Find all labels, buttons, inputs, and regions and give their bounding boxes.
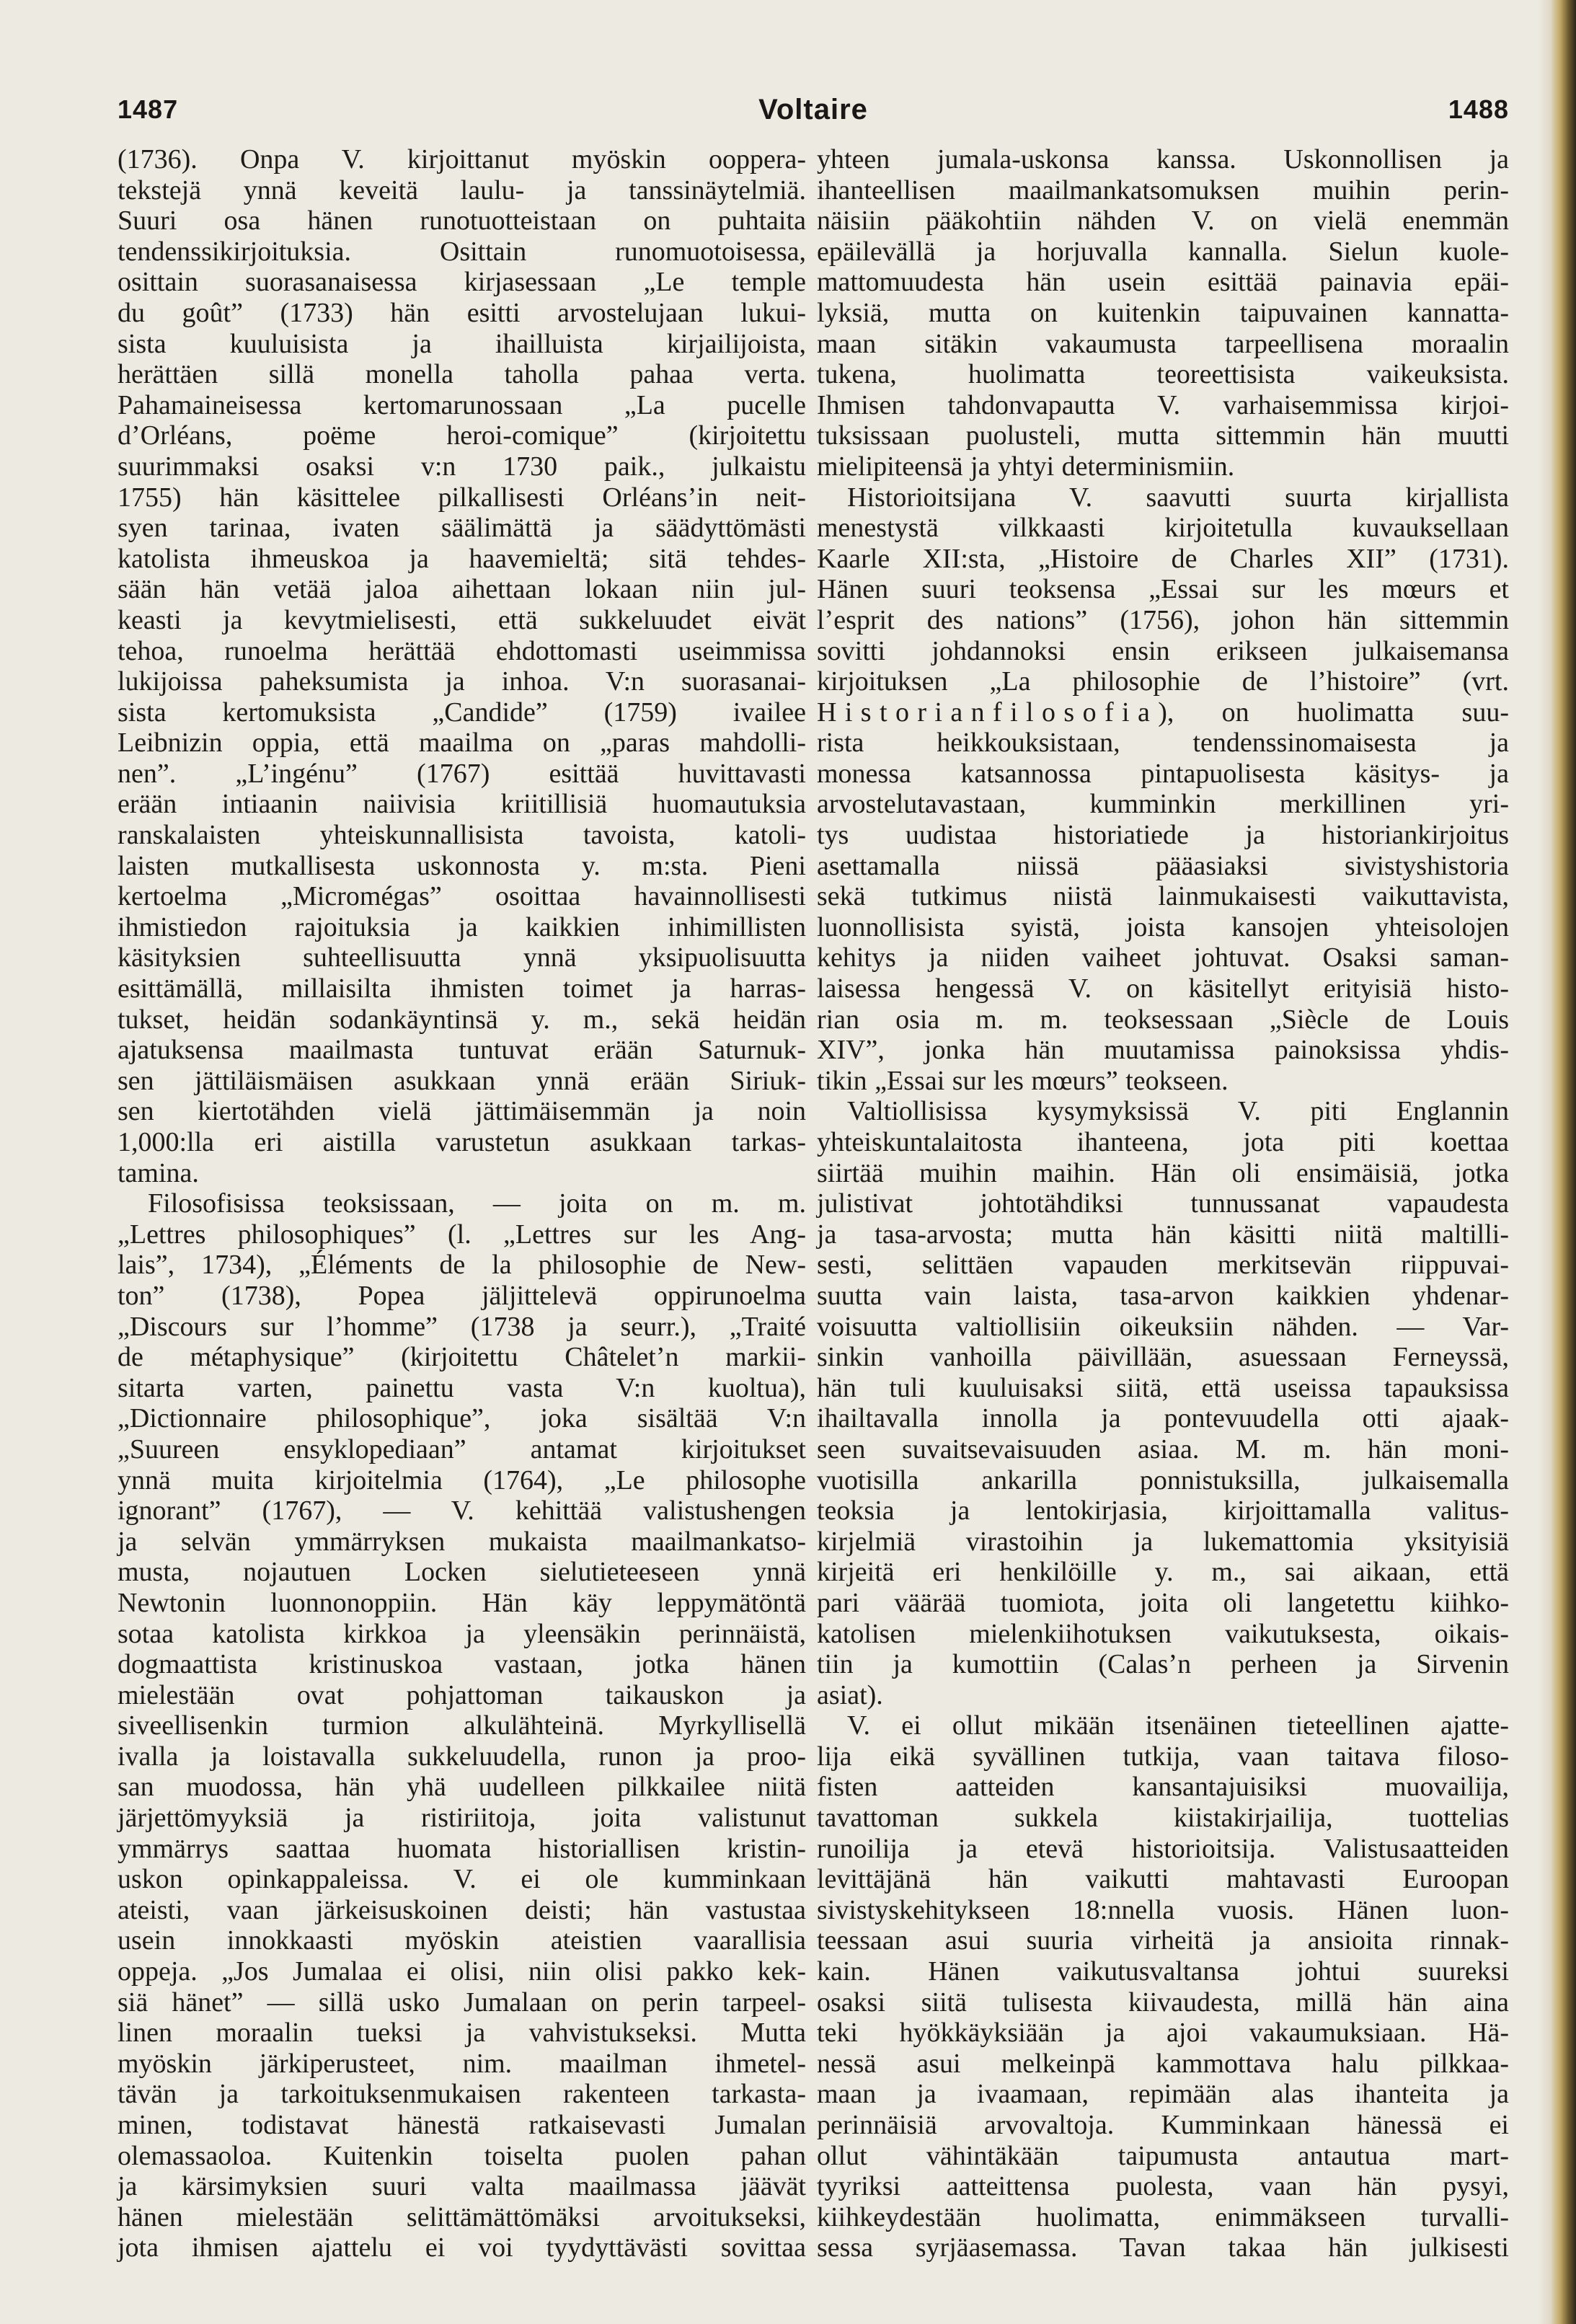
text-line: de métaphysique” (kirjoitettu Châtelet’n markii-	[118, 1342, 806, 1373]
text-line: kain. Hänen vaikutusvaltansa johtui suureksi	[817, 1956, 1509, 1987]
text-line: lija eikä syvällinen tutkija, vaan taitava filoso-	[817, 1741, 1509, 1772]
text-line: epäilevällä ja horjuvalla kannalla. Sielun kuole-	[817, 236, 1509, 267]
text-line: ignorant” (1767), — V. kehittää valistushengen	[118, 1495, 806, 1526]
text-line: esittämällä, millaisilta ihmisten toimet ja harras-	[118, 973, 806, 1004]
text-line: Ihmisen tahdonvapautta V. varhaisemmissa kirjoi-	[817, 389, 1509, 420]
text-line: Leibnizin oppia, että maailma on „paras mahdolli-	[118, 728, 806, 759]
text-line: ihailtavalla innolla ja pontevuudella otti ajaak-	[817, 1403, 1509, 1434]
text-line: linen moraalin tueksi ja vahvistukseksi. Mutta	[118, 2018, 806, 2049]
text-line: oppeja. „Jos Jumalaa ei olisi, niin olisi pakko kek-	[118, 1956, 806, 1987]
text-column-left	[118, 144, 806, 2263]
text-line: 1,000:lla eri aistilla varustetun asukkaan tarkas-	[118, 1127, 806, 1157]
text-line: siirtää muihin maihin. Hän oli ensimäisiä, jotka	[817, 1157, 1509, 1188]
text-line: lais”, 1734), „Éléments de la philosophie de New-	[118, 1250, 806, 1281]
text-line: erään intiaanin naiivisia kriitillisiä huomautuksia	[118, 789, 806, 820]
text-line: sessa syrjäasemassa. Tavan takaa hän julkisesti	[817, 2232, 1509, 2263]
text-line	[817, 697, 1509, 728]
text-line: perinnäisiä arvovaltoja. Kumminkaan hänessä ei	[817, 2110, 1509, 2140]
text-segment: ), on huolimatta suu-	[1158, 697, 1509, 728]
text-line: sitarta varten, painettu vasta V:n kuoltua),	[118, 1372, 806, 1403]
text-line: musta, nojautuen Locken sielutieteeseen ynnä	[118, 1557, 806, 1588]
text-line: Historioitsijana V. saavutti suurta kirjallista	[847, 482, 1509, 513]
article-title: Voltaire	[758, 93, 868, 125]
text-line: Kaarle XII:sta, „Histoire de Charles XII” (1731).	[817, 543, 1509, 574]
text-line: sen jättiläismäisen asukkaan ynnä erään Siriuk-	[118, 1065, 806, 1096]
text-line: tamina.	[118, 1157, 199, 1188]
text-line: sovitti johdannoksi ensin erikseen julkaisemansa	[817, 635, 1509, 666]
text-line: voisuutta valtiollisiin oikeuksiin nähden. — Var-	[817, 1311, 1509, 1342]
text-line: nessä asui melkeinpä kammottava halu pilkkaa-	[817, 2048, 1509, 2079]
text-line: jota ihmisen ajattelu ei voi tyydyttävästi sovittaa	[118, 2232, 806, 2263]
text-line: (1736). Onpa V. kirjoittanut myöskin ooppera-	[118, 144, 806, 174]
text-line: herättäen sillä monella taholla pahaa verta.	[118, 359, 806, 390]
text-line: „Lettres philosophiques” (l. „Lettres sur les Ang-	[118, 1219, 806, 1250]
text-line: ateisti, vaan järkeisuskoinen deisti; hän vastustaa	[118, 1894, 806, 1925]
text-line: sinkin vanhoilla päivillään, asuessaan Ferneyssä,	[817, 1342, 1509, 1373]
text-line: tekstejä ynnä keveitä laulu- ja tanssinäytelmiä.	[118, 174, 806, 206]
text-line: siveellisenkin turmion alkulähteinä. Myrkyllisellä	[118, 1710, 806, 1741]
page-number-left: 1487	[118, 94, 179, 124]
page-header	[118, 91, 1509, 128]
text-line: Suuri osa hänen runotuotteistaan on puhtaita	[118, 206, 806, 237]
text-line: ajatuksensa maailmasta tuntuvat erään Saturnuk-	[118, 1035, 806, 1066]
page-edge	[1551, 0, 1576, 2324]
text-line: sesti, selittäen vapauden merkitsevän riippuvai-	[817, 1250, 1509, 1281]
text-line: rista heikkouksistaan, tendenssinomaisesta ja	[817, 728, 1509, 759]
text-line: ivalla ja loistavalla sukkeluudella, runon ja proo-	[118, 1741, 806, 1772]
text-line: järjettömyyksiä ja ristiriitoja, joita valistunut	[118, 1803, 806, 1834]
text-line: näisiin pääkohtiin nähden V. on vielä enemmän	[817, 206, 1509, 237]
emphasized-term: Historianfilosofia	[817, 697, 1159, 728]
text-line: kirjoituksen „La philosophie de l’histoire” (vrt.	[817, 666, 1509, 697]
text-line: ton” (1738), Popea jäljittelevä oppirunoelma	[118, 1280, 806, 1311]
text-line: nen”. „L’ingénu” (1767) esittää huvittavasti	[118, 758, 806, 789]
text-line: usein innokkaasti myöskin ateistien vaarallisia	[118, 1925, 806, 1956]
text-line: luonnollisista syistä, joista kansojen yhteisolojen	[817, 911, 1509, 942]
text-line: mattomuudesta hän usein esittää painavia epäi-	[817, 267, 1509, 298]
text-line: asiat).	[817, 1679, 883, 1710]
text-line: yhteiskuntalaitosta ihanteena, jota piti koettaa	[817, 1127, 1509, 1157]
text-line: keasti ja kevytmielisesti, että sukkeluudet eivät	[118, 604, 806, 635]
text-line: kirjeitä eri henkilöille y. m., sai aikaan, että	[817, 1557, 1509, 1588]
text-line: tuksissaan puolusteli, mutta sittemmin hän muutti	[817, 420, 1509, 451]
text-line: maan sitäkin vakaumusta tarpeellisena moraalin	[817, 328, 1509, 359]
text-line: sekä tutkimus niistä lainmukaisesti vaikuttavista,	[817, 881, 1509, 912]
text-line: „Dictionnaire philosophique”, joka sisältää V:n	[118, 1403, 806, 1434]
paragraph	[817, 1096, 1509, 1710]
text-line: Filosofisissa teoksissaan, — joita on m. m.	[148, 1188, 806, 1219]
text-line: kertoelma „Micromégas” osoittaa havainnollisesti	[118, 881, 806, 912]
text-line: kehitys ja niiden vaiheet johtuvat. Osaksi saman-	[817, 942, 1509, 973]
text-line: laisessa hengessä V. on käsitellyt erityisiä histo-	[817, 973, 1509, 1004]
text-line: menestystä vilkkaasti kirjoitetulla kuvauksellaan	[817, 513, 1509, 544]
page-number-right: 1488	[1448, 94, 1509, 124]
text-line: tukset, heidän sodankäyntinsä y. m., sekä heidän	[118, 1004, 806, 1035]
text-line: teki hyökkäyksiään ja ajoi vakaumuksiaan. Hä-	[817, 2018, 1509, 2049]
text-line: tavattoman sukkela kiistakirjailija, tuottelias	[817, 1803, 1509, 1834]
text-line: Valtiollisissa kysymyksissä V. piti Englannin	[847, 1096, 1509, 1127]
text-line: osaksi siitä tulisesta kiivaudesta, millä hän aina	[817, 1987, 1509, 2018]
text-line: kiihkeydestään huolimatta, enimmäkseen turvalli-	[817, 2201, 1509, 2232]
text-line: ihanteellisen maailmankatsomuksen muihin perin-	[817, 174, 1509, 206]
text-line: minen, todistavat hänestä ratkaisevasti Jumalan	[118, 2110, 806, 2140]
text-line: olemassaoloa. Kuitenkin toiselta puolen pahan	[118, 2140, 806, 2171]
text-line: tävän ja tarkoituksenmukaisen rakenteen tarkasta-	[118, 2079, 806, 2110]
text-line: „Discours sur l’homme” (1738 ja seurr.), „Traité	[118, 1311, 806, 1342]
text-line: tukena, huolimatta teoreettisista vaikeuksista.	[817, 359, 1509, 390]
text-line: hänen mielestään selittämättömäksi arvoitukseksi,	[118, 2201, 806, 2232]
page-edge-shadow	[1539, 0, 1551, 2324]
text-line: tys uudistaa historiatiede ja historiankirjoitus	[817, 820, 1509, 851]
text-line: seen suvaitsevaisuuden asiaa. M. m. hän moni-	[817, 1433, 1509, 1464]
paragraph	[118, 144, 806, 1188]
text-line: teoksia ja lentokirjasia, kirjoittamalla valitus-	[817, 1495, 1509, 1526]
text-line: san muodossa, hän yhä uudelleen pilkkailee niitä	[118, 1772, 806, 1803]
text-line: tehoa, runoelma herättää ehdottomasti useimmissa	[118, 635, 806, 666]
text-line: d’Orléans, poëme heroi-comique” (kirjoitettu	[118, 420, 806, 451]
text-line: julistivat johtotähdiksi tunnussanat vapaudesta	[817, 1188, 1509, 1219]
text-line: syen tarinaa, ivaten säälimättä ja säädyttömästi	[118, 513, 806, 544]
text-line: runoilija ja etevä historioitsija. Valistusaatteiden	[817, 1833, 1509, 1864]
paragraph	[817, 1710, 1509, 2263]
text-line: du goût” (1733) hän esitti arvostelujaan lukui-	[118, 297, 806, 328]
text-line: lyksiä, mutta on kuitenkin taipuvainen kannatta-	[817, 297, 1509, 328]
text-line: yhteen jumala-uskonsa kanssa. Uskonnollisen ja	[817, 144, 1509, 174]
text-line: suurimmaksi osaksi v:n 1730 paik., julkaistu	[118, 451, 806, 482]
text-line: mielipiteensä ja yhtyi determinismiin.	[817, 451, 1235, 482]
text-line: XIV”, jonka hän muutamissa painoksissa yhdis-	[817, 1035, 1509, 1066]
text-line: sen kiertotähden vielä jättimäisemmän ja noin	[118, 1096, 806, 1127]
text-line: asettamalla niissä pääasiaksi sivistyshistoria	[817, 850, 1509, 881]
text-line: myöskin järkiperusteet, nim. maailman ihmetel-	[118, 2048, 806, 2079]
text-line: hän tuli kuuluisaksi siitä, että useissa tapauksissa	[817, 1372, 1509, 1403]
text-line: sään hän vetää jaloa aihettaan lokaan niin jul-	[118, 574, 806, 605]
text-line: katolisen mielenkiihotuksen vaikutuksesta, oikais-	[817, 1618, 1509, 1649]
text-line: sivistyskehitykseen 18:nnella vuosis. Hänen luon-	[817, 1894, 1509, 1925]
text-line: Pahamaineisessa kertomarunossaan „La pucelle	[118, 389, 806, 420]
text-line: ja kärsimyksien suuri valta maailmassa jäävät	[118, 2171, 806, 2202]
text-line: teessaan asui suuria virheitä ja ansioita rinnak-	[817, 1925, 1509, 1956]
text-line: monessa katsannossa pintapuolisesta käsitys- ja	[817, 758, 1509, 789]
text-line: ja tasa-arvosta; mutta hän käsitti niitä maltilli-	[817, 1219, 1509, 1250]
text-line: „Suureen ensyklopediaan” antamat kirjoitukset	[118, 1433, 806, 1464]
text-line: l’esprit des nations” (1756), johon hän sittemmin	[817, 604, 1509, 635]
text-line: katolista ihmeuskoa ja haavemieltä; sitä tehdes-	[118, 543, 806, 574]
text-line: ollut vähintäkään taipumusta antautua mart-	[817, 2140, 1509, 2171]
text-line: ynnä muita kirjoitelmia (1764), „Le philosophe	[118, 1464, 806, 1495]
text-line: sista kuuluisista ja ihailluista kirjailijoista,	[118, 328, 806, 359]
text-line: sista kertomuksista „Candide” (1759) ivailee	[118, 697, 806, 728]
text-line: uskon opinkappaleissa. V. ei ole kumminkaan	[118, 1864, 806, 1895]
text-line: tyyriksi aatteittensa puolesta, vaan hän pysyi,	[817, 2171, 1509, 2202]
text-column-right	[817, 144, 1509, 2263]
text-line: Newtonin luonnonoppiin. Hän käy leppymätöntä	[118, 1587, 806, 1618]
text-line: dogmaattista kristinuskoa vastaan, jotka hänen	[118, 1649, 806, 1680]
text-line: ja selvän ymmärryksen mukaista maailmankatso-	[118, 1526, 806, 1557]
text-line: ihmistiedon rajoituksia ja kaikkien inhimillisten	[118, 911, 806, 942]
text-line: pari väärää tuomiota, joita oli langetettu kiihko-	[817, 1587, 1509, 1618]
text-line: V. ei ollut mikään itsenäinen tieteellinen ajatte-	[847, 1710, 1509, 1741]
text-line: kirjelmiä virastoihin ja lukemattomia yksityisiä	[817, 1526, 1509, 1557]
text-line: laisten mutkallisesta uskonnosta y. m:sta. Pieni	[118, 850, 806, 881]
text-line: rian osia m. m. teoksessaan „Siècle de Louis	[817, 1004, 1509, 1035]
paragraph	[817, 144, 1509, 482]
text-line: arvostelutavastaan, kumminkin merkillinen yri-	[817, 789, 1509, 820]
text-line: suutta vain laista, tasa-arvon kaikkien yhdenar-	[817, 1280, 1509, 1311]
text-line: levittäjänä hän vaikutti mahtavasti Euroopan	[817, 1864, 1509, 1895]
text-line: lukijoissa paheksumista ja inhoa. V:n suorasanai-	[118, 666, 806, 697]
text-line: sotaa katolista kirkkoa ja yleensäkin perinnäistä,	[118, 1618, 806, 1649]
text-line: mielestään ovat pohjattoman taikauskon ja	[118, 1679, 806, 1710]
text-line: osittain suorasanaisessa kirjasessaan „Le temple	[118, 267, 806, 298]
text-line: maan ja ivaamaan, repimään alas ihanteita ja	[817, 2079, 1509, 2110]
text-line: tiin ja kumottiin (Calas’n perheen ja Sirvenin	[817, 1649, 1509, 1680]
text-line: tikin „Essai sur les mœurs” teokseen.	[817, 1065, 1229, 1096]
text-line: ranskalaisten yhteiskunnallisista tavoista, katoli-	[118, 820, 806, 851]
text-line: 1755) hän käsittelee pilkallisesti Orléans’in neit-	[118, 482, 806, 513]
text-line: Hänen suuri teoksensa „Essai sur les mœurs et	[817, 574, 1509, 605]
text-line: käsityksien suhteellisuutta ynnä yksipuolisuutta	[118, 942, 806, 973]
text-line: vuotisilla ankarilla ponnistuksilla, julkaisemalla	[817, 1464, 1509, 1495]
paragraph	[817, 482, 1509, 1097]
paragraph	[118, 1188, 806, 2263]
text-line: siä hänet” — sillä usko Jumalaan on perin tarpeel-	[118, 1987, 806, 2018]
text-line: tendenssikirjoituksia. Osittain runomuotoisessa,	[118, 236, 806, 267]
text-line: fisten aatteiden kansantajuisiksi muovailija,	[817, 1772, 1509, 1803]
text-line: ymmärrys saattaa huomata historiallisen kristin-	[118, 1833, 806, 1864]
